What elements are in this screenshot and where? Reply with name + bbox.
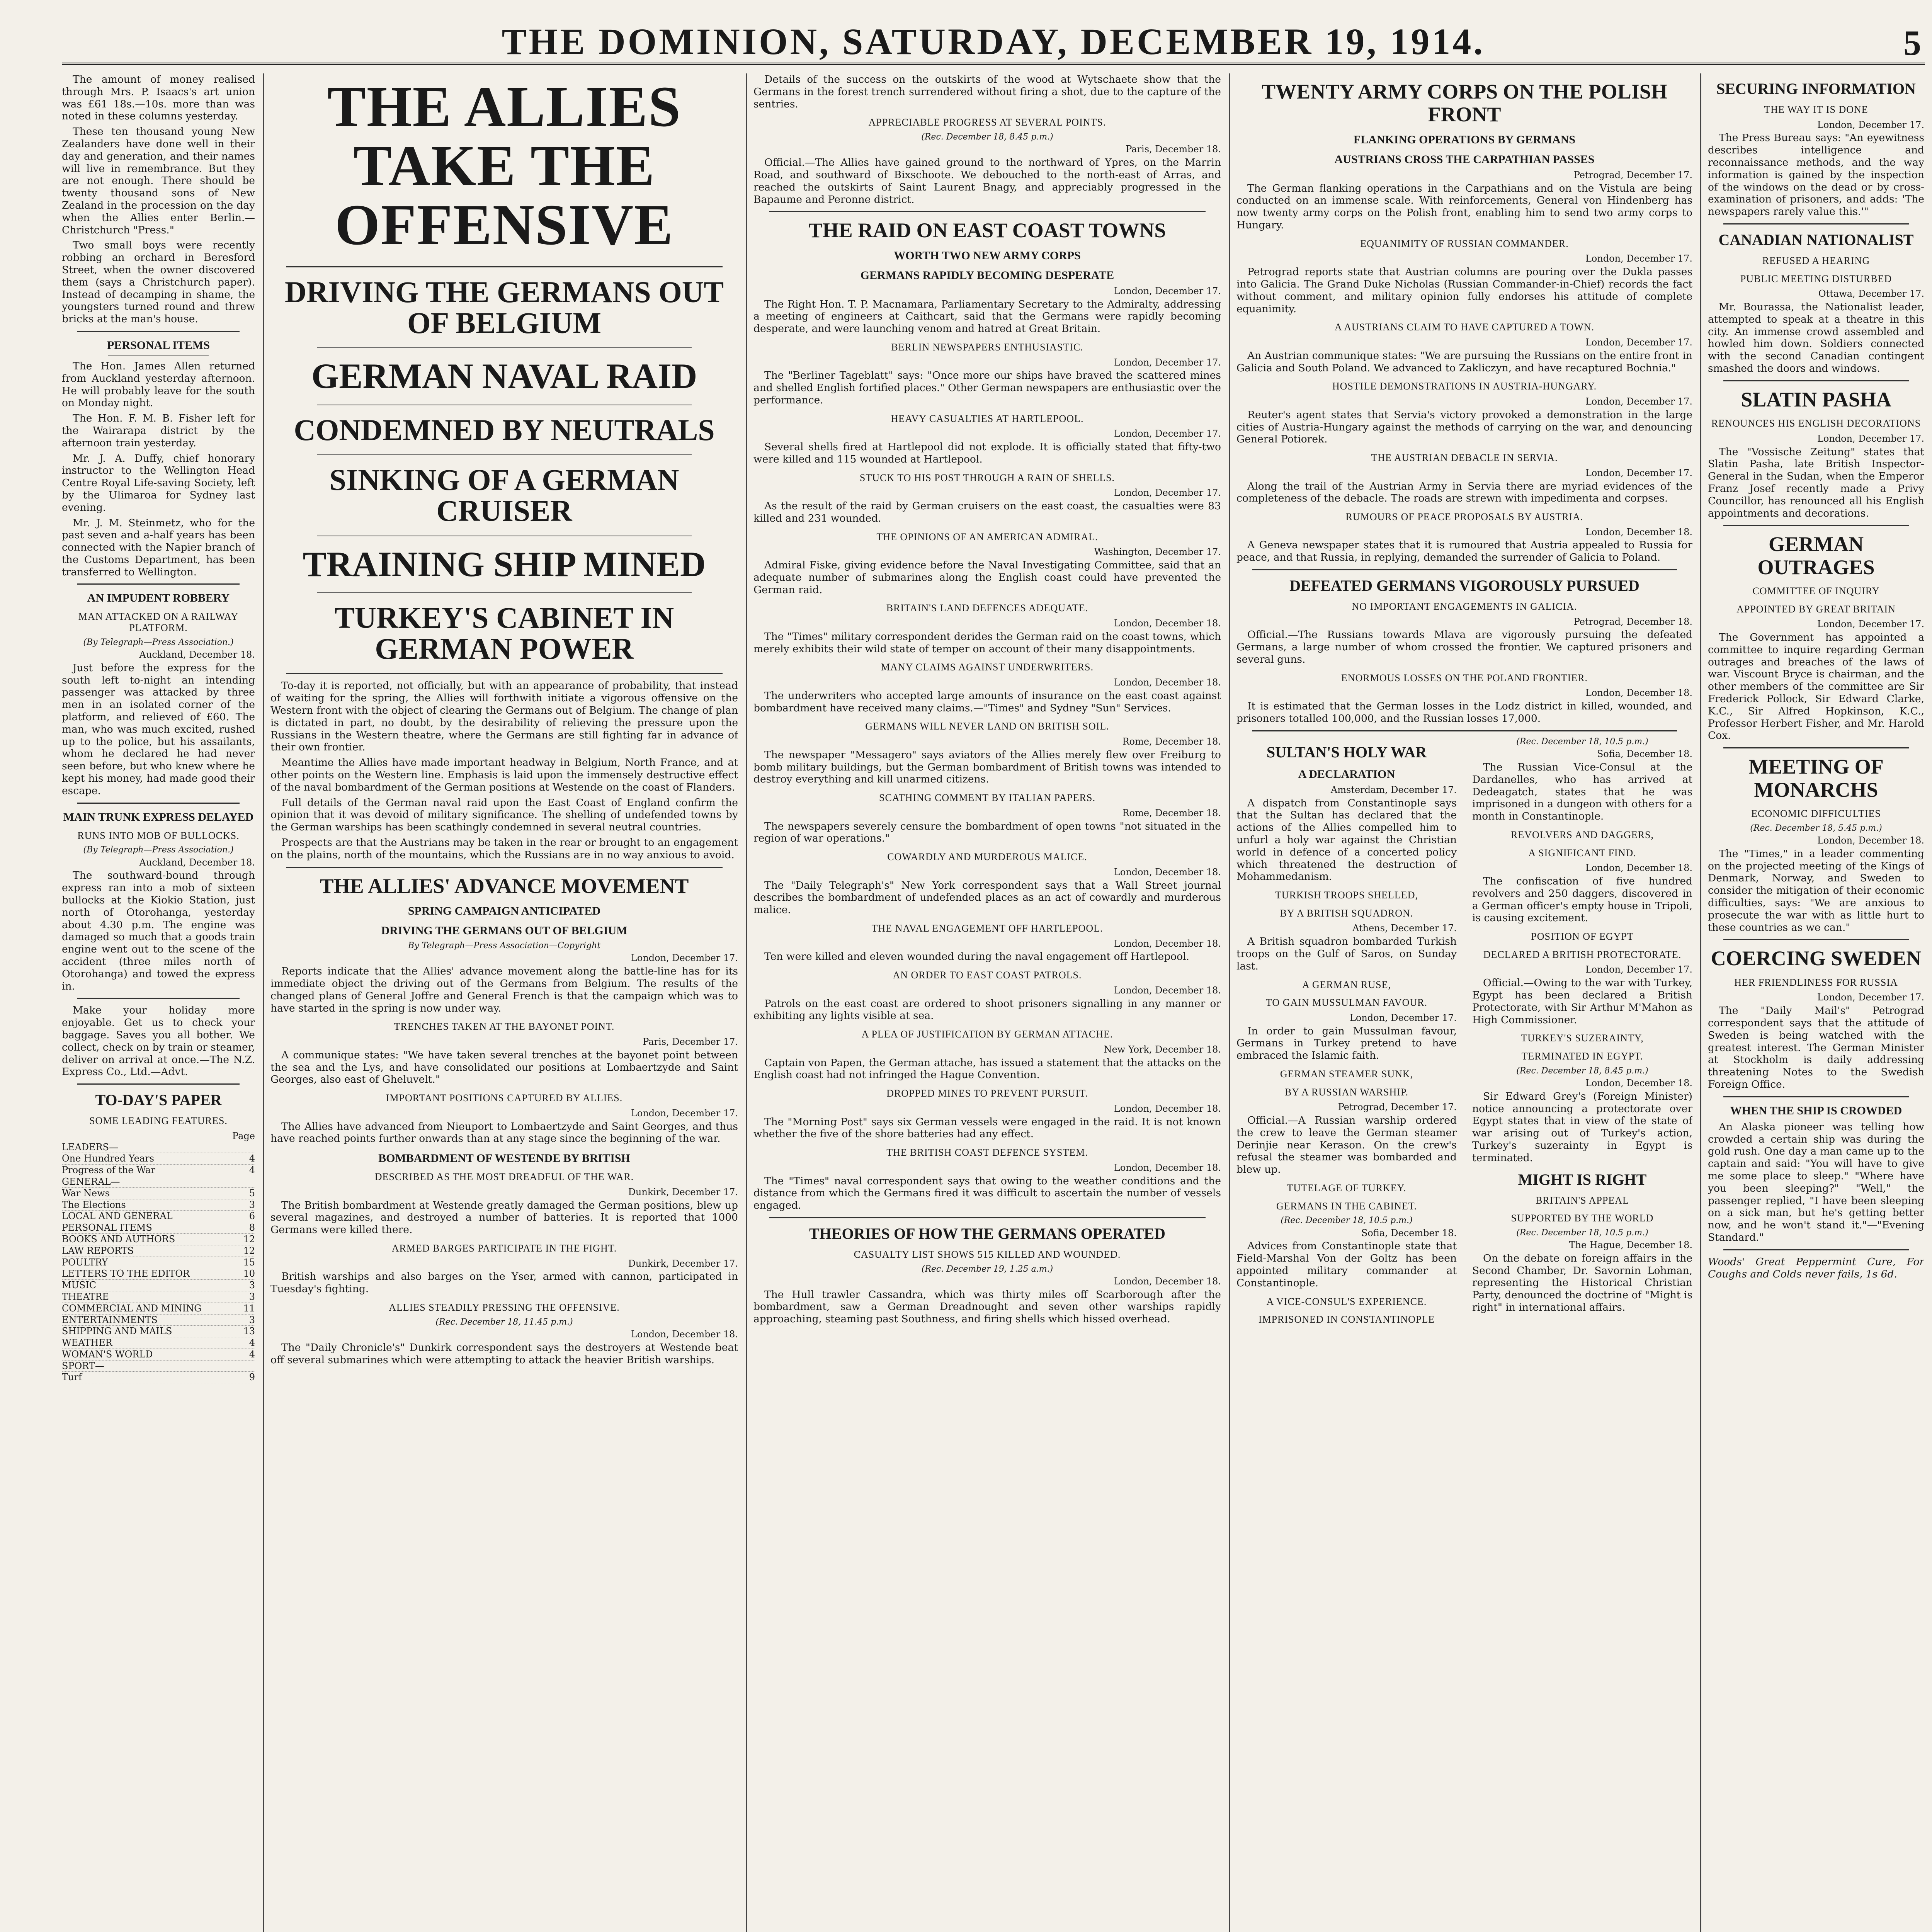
paragraph: Details of the success on the outskirts of the wood at Wytschaete show that the Germans in the forest trench surrendered without firing a shot, due to the capture of the sentries. — [753, 73, 1221, 110]
dateline: Dunkirk, December 17. — [628, 1186, 738, 1197]
dateline: London, December 17. — [1817, 619, 1924, 630]
headline-ship-crowded: WHEN THE SHIP IS CROWDED — [1730, 1104, 1902, 1117]
dateline: Auckland, December 18. — [139, 649, 255, 660]
list-item: SPORT— — [62, 1361, 255, 1372]
news-item — [753, 473, 1221, 525]
column-4 — [1236, 73, 1692, 1932]
subhead: DROPPED MINES TO PREVENT PURSUIT. — [886, 1088, 1088, 1099]
subhead: BOMBARDMENT OF WESTENDE BY BRITISH — [378, 1152, 630, 1165]
subhead: STUCK TO HIS POST THROUGH A RAIN OF SHELLS. — [859, 472, 1115, 483]
credit-line: (By Telegraph—Press Association.) — [83, 845, 234, 855]
news-item — [753, 721, 1221, 786]
subhead: BRITAIN'S LAND DEFENCES ADEQUATE. — [886, 602, 1088, 614]
paragraph: The Hull trawler Cassandra, which was thirty miles off Scarborough after the bombardment, saw a German Dreadnought and seven other warships rapidly approaching, steaming past Southness, and firing shells which hissed overhead. — [753, 1288, 1221, 1325]
dateline: London, December 18. — [1585, 862, 1692, 874]
dateline: London, December 18. — [1114, 938, 1221, 949]
headline-german-outrages: GERMAN OUTRAGES — [1757, 532, 1875, 579]
paragraph: The amount of money realised through Mrs. P. Isaacs's art union was £61 18s.—10s. more than was noted in these columns yesterday. — [62, 73, 255, 122]
subhead: MAN ATTACKED ON A RAILWAY PLATFORM. — [78, 611, 239, 634]
news-item — [753, 342, 1221, 406]
column-rule — [1229, 73, 1230, 1932]
dateline: London, December 17. — [1585, 396, 1692, 407]
subhead: CASUALTY LIST SHOWS 515 KILLED AND WOUNDED. — [854, 1248, 1121, 1260]
paragraph: Two small boys were recently robbing an orchard in Beresford Street, when the owner discovered them (says a Christchurch paper). Instead of decamping in shame, the youngsters turned round and threw bricks at the man's house. — [62, 239, 255, 325]
headline-robbery: AN IMPUDENT ROBBERY — [87, 592, 230, 605]
list-item: SHIPPING AND MAILS 13 — [62, 1326, 255, 1337]
dateline: London, December 18. — [1114, 866, 1221, 878]
subhead: TURKEY'S SUZERAINTY, — [1521, 1032, 1644, 1044]
subhead: GERMANS IN THE CABINET. — [1276, 1200, 1417, 1212]
paragraph: The "Morning Post" says six German vessels were engaged in the raid. It is not known whether the five of the shore batteries had any effect. — [753, 1116, 1221, 1140]
dateline: London, December 18. — [1114, 618, 1221, 629]
subhead: AN ORDER TO EAST COAST PATROLS. — [893, 969, 1082, 981]
column-rule — [1700, 73, 1701, 1932]
news-item — [753, 1088, 1221, 1140]
page-number: 5 — [1903, 23, 1921, 63]
list-item: Progress of the War 4 — [62, 1165, 255, 1176]
dateline: London, December 17. — [1585, 337, 1692, 348]
paragraph: The Allies have advanced from Nieuport to Lombaertzyde and Saint Georges, and thus have reached points further onwards than at any stage since the beginning of the war. — [270, 1120, 738, 1145]
list-item: POULTRY 15 — [62, 1257, 255, 1268]
paragraph: The Hon. F. M. B. Fisher left for the Wairarapa district by the afternoon train yesterday. — [62, 412, 255, 449]
headline-securing-information: SECURING INFORMATION — [1716, 80, 1916, 97]
subhead: A PLEA OF JUSTIFICATION BY GERMAN ATTACHE. — [861, 1029, 1113, 1040]
paragraph: On the debate on foreign affairs in the Second Chamber, Dr. Savornin Lohman, representing the Historical Christian Party, denounced the doctrine of "Might is right" in international affairs. — [1472, 1252, 1692, 1314]
headline-banner: CONDEMNED BY NEUTRALS — [294, 413, 715, 447]
headline-coercing-sweden: COERCING SWEDEN — [1711, 947, 1922, 970]
credit-line: (By Telegraph—Press Association.) — [83, 637, 234, 647]
paragraph: The "Times" naval correspondent says that owing to the weather conditions and the distance from which the Germans fired it was difficult to ascertain the number of vessels engaged. — [753, 1175, 1221, 1212]
subhead: APPOINTED BY GREAT BRITAIN — [1736, 603, 1896, 615]
paragraph: The confiscation of five hundred revolvers and 250 daggers, discovered in a German officer's empty house in Tripoli, is causing excitement. — [1472, 875, 1692, 924]
subhead: APPRECIABLE PROGRESS AT SEVERAL POINTS. — [868, 117, 1106, 128]
headline-personal-items: PERSONAL ITEMS — [107, 338, 210, 352]
subhead: TERMINATED IN EGYPT. — [1521, 1050, 1643, 1062]
paragraph: The "Vossische Zeitung" states that Slatin Pasha, late British Inspector-General in the Sudan, when the Emperor Franz Josef recently made a Privy Councillor, has renounced all his English appointments and decorations. — [1708, 446, 1924, 519]
list-item: LEADERS— — [62, 1142, 255, 1153]
dateline: Petrograd, December 17. — [1573, 169, 1692, 180]
paragraph: Mr. J. M. Steinmetz, who for the past seven and a-half years has been connected with the Napier branch of the Customs Department, has been transferred to Wellington. — [62, 517, 255, 578]
headline-raid: THE RAID ON EAST COAST TOWNS — [808, 219, 1166, 242]
list-item: Turf 9 — [62, 1372, 255, 1383]
dateline: Paris, December 18. — [1126, 144, 1221, 155]
dateline: London, December 18. — [1114, 1162, 1221, 1173]
paragraph: The "Times" military correspondent derides the German raid on the coast towns, which merely exhibits their wild state of temper on account of their many disappointments. — [753, 630, 1221, 655]
subhead: GERMANS WILL NEVER LAND ON BRITISH SOIL. — [865, 721, 1109, 732]
news-item — [753, 970, 1221, 1022]
headline-might-is-right: MIGHT IS RIGHT — [1518, 1170, 1647, 1188]
paragraph: Along the trail of the Austrian Army in Servia there are myriad evidences of the completeness of the debacle. The roads are strewn with impedimenta and corpses. — [1236, 480, 1692, 505]
subhead: BRITAIN'S APPEAL — [1536, 1194, 1629, 1206]
news-item — [753, 1147, 1221, 1212]
column-2 — [270, 73, 738, 1932]
dateline: London, December 17. — [1585, 467, 1692, 478]
column-5 — [1708, 73, 1924, 1932]
news-item — [753, 1029, 1221, 1081]
subhead: A DECLARATION — [1298, 767, 1395, 781]
paragraph: Mr. Bourassa, the Nationalist leader, attempted to speak at a theatre in this city. An immense crowd assembled and howled him down. Soldiers connected with the second Canadian contingent smashed the doors and windows. — [1708, 301, 1924, 374]
dateline: London, December 18. — [1585, 1077, 1692, 1088]
subhead: MANY CLAIMS AGAINST UNDERWRITERS. — [881, 662, 1094, 673]
subhead: A AUSTRIANS CLAIM TO HAVE CAPTURED A TOWN. — [1334, 321, 1595, 333]
subhead: COWARDLY AND MURDEROUS MALICE. — [887, 851, 1087, 863]
subhead: A GERMAN RUSE, — [1302, 979, 1391, 990]
toc-page-label: Page — [232, 1130, 255, 1141]
masthead-title: THE DOMINION, SATURDAY, DECEMBER 19, 1914. — [502, 20, 1485, 62]
news-item — [1236, 322, 1692, 374]
headline-banner: GERMAN NAVAL RAID — [311, 356, 697, 396]
dateline: Petrograd, December 17. — [1338, 1102, 1457, 1113]
headline-advance: THE ALLIES' ADVANCE MOVEMENT — [320, 874, 689, 898]
paragraph: The southward-bound through express ran into a mob of sixteen bullocks at the Kiokio Station, just north of Otorohanga, yesterday about 4.30 p.m. The engine was damaged so much that a goods train engine went out to the scene of the accident (three miles north of Otorohanga) and towed the express in. — [62, 869, 255, 992]
subhead: DECLARED A BRITISH PROTECTORATE. — [1483, 949, 1682, 960]
dateline: London, December 17. — [1817, 433, 1924, 444]
subhead: BY A RUSSIAN WARSHIP. — [1284, 1086, 1409, 1098]
subhead: TUTELAGE OF TURKEY. — [1287, 1182, 1406, 1194]
paragraph: A dispatch from Constantinople says that the Sultan has declared that the actions of the Allies compelled him to unfurl a holy war against the Christian world in defence of a concerted policy which threatened the destruction of Mohammedanism. — [1236, 797, 1457, 883]
paragraph: In order to gain Mussulman favour, Germans in Turkey pretend to have embraced the Islamic faith. — [1236, 1025, 1457, 1062]
paragraph: Sir Edward Grey's (Foreign Minister) notice announcing a protectorate over Egypt states that in view of the state of war arising out of Turkey's action, Turkey's suzerainty in Egypt is terminated. — [1472, 1090, 1692, 1164]
news-item — [1236, 452, 1692, 505]
subhead: ARMED BARGES PARTICIPATE IN THE FIGHT. — [391, 1242, 617, 1254]
headline-polish-front: TWENTY ARMY CORPS ON THE POLISH FRONT — [1262, 80, 1667, 126]
news-item — [753, 413, 1221, 466]
subhead: IMPRISONED IN CONSTANTINOPLE — [1258, 1314, 1435, 1325]
news-item — [753, 603, 1221, 655]
paragraph: The "Times," in a leader commenting on the projected meeting of the Kings of Denmark, Norway, and Sweden to consider the mitigation of their economic difficulties, says: "We are anxious to prosecute the war with as little hurt to these countries as we can." — [1708, 847, 1924, 934]
news-item — [1236, 512, 1692, 564]
paragraph: Ten were killed and eleven wounded during the naval engagement off Hartlepool. — [764, 951, 1189, 963]
paragraph: British warships and also barges on the Yser, armed with cannon, participated in Tuesday's fighting. — [270, 1270, 738, 1295]
dateline: London, December 18. — [631, 1328, 738, 1340]
subhead: THE BRITISH COAST DEFENCE SYSTEM. — [886, 1147, 1088, 1158]
subhead: ALLIES STEADILY PRESSING THE OFFENSIVE. — [389, 1301, 620, 1313]
subhead: PUBLIC MEETING DISTURBED — [1740, 273, 1892, 284]
subhead: REFUSED A HEARING — [1762, 255, 1870, 266]
paragraph: Captain von Papen, the German attache, has issued a statement that the attacks on the English coast had not infringed the Hague Convention. — [753, 1056, 1221, 1081]
news-item — [1236, 381, 1692, 446]
dateline: Paris, December 17. — [643, 1036, 738, 1047]
dateline: London, December 17. — [631, 1107, 738, 1119]
headline-todays-paper: TO-DAY'S PAPER — [95, 1091, 222, 1109]
paragraph: Mr. J. A. Duffy, chief honorary instructor to the Wellington Head Centre Royal Life-saving Society, left by the Ulimaroa for Sydney last evening. — [62, 452, 255, 514]
received-line: (Rec. December 18, 11.45 p.m.) — [435, 1317, 573, 1327]
subhead: BERLIN NEWSPAPERS ENTHUSIASTIC. — [891, 341, 1083, 353]
dateline: London, December 17. — [1114, 487, 1221, 498]
masthead — [62, 20, 1925, 65]
list-item: WEATHER 4 — [62, 1337, 255, 1349]
received-line: (Rec. December 19, 1.25 a.m.) — [921, 1264, 1053, 1274]
list-item: LAW REPORTS 12 — [62, 1245, 255, 1256]
paragraph: Patrols on the east coast are ordered to shoot prisoners signalling in any manner or exhibiting any lights visible at sea. — [753, 997, 1221, 1022]
paragraph: Official.—Owing to the war with Turkey, Egypt has been declared a British Protectorate, with Sir Arthur M'Mahon as High Commissioner. — [1472, 977, 1692, 1026]
subhead: HOSTILE DEMONSTRATIONS IN AUSTRIA-HUNGARY. — [1332, 381, 1597, 392]
headline-holy-war: SULTAN'S HOLY WAR — [1266, 743, 1427, 761]
paragraph: The Government has appointed a committee to inquire regarding German outrages and breaches of the laws of war. Viscount Bryce is chairman, and the other members of the committee are Sir Frederick Pollock, Sir Edward Clarke, K.C., Sir Alfred Hopkinson, K.C., Professor Herbert Fisher, and Mr. Harold Cox. — [1708, 631, 1924, 742]
subhead: GERMAN STEAMER SUNK, — [1280, 1068, 1413, 1080]
paragraph: Just before the express for the south left to-night an intending passenger was attacked by three men in an isolated corner of the platform, and relieved of £60. The man, who was much excited, rushed up to the police, but his assailants, whom he declared he had never seen before, but who knew where he kept his money, had made good their escape. — [62, 662, 255, 797]
dateline: Rome, December 18. — [1122, 807, 1221, 818]
list-item: GENERAL— — [62, 1176, 255, 1188]
news-item — [753, 923, 1221, 963]
lead-paragraph: To-day it is reported, not officially, but with an appearance of probability, that instead of waiting for the spring, the Allies will forthwith initiate a vigorous offensive on the Western front with the object of clearing the Germans out of Belgium. The change of plan is dictated in part, no doubt, by the desirability of relieving the pressure upon the Russians in the Western theatre, where the Germans are still fighting far in advance of their own frontier. — [270, 680, 738, 753]
headline-canadian-nationalist: CANADIAN NATIONALIST — [1718, 231, 1914, 248]
paragraph: A British squadron bombarded Turkish troops on the Gulf of Saros, on Sunday last. — [1236, 935, 1457, 972]
dateline: London, December 18. — [1817, 835, 1924, 846]
column-rule — [746, 73, 747, 1932]
paragraph: Official.—A Russian warship ordered the crew to leave the German steamer Derinjie near Kerason. On the crew's refusal the steamer was bombarded and blew up. — [1236, 1114, 1457, 1176]
subhead: A VICE-CONSUL'S EXPERIENCE. — [1266, 1296, 1427, 1307]
subhead: AUSTRIANS CROSS THE CARPATHIAN PASSES — [1334, 153, 1595, 166]
dateline: Dunkirk, December 17. — [628, 1258, 738, 1269]
news-item — [753, 852, 1221, 916]
received-line: (Rec. December 18, 8.45 p.m.) — [1516, 1066, 1648, 1076]
subhead: TO GAIN MUSSULMAN FAVOUR. — [1266, 997, 1427, 1009]
subhead: ENORMOUS LOSSES ON THE POLAND FRONTIER. — [1341, 672, 1588, 684]
advert-notice: Make your holiday more enjoyable. Get us to check your baggage. Saves you all bother. We collect, check on by train or steamer, deliver on arrival at once.—The N.Z. Express Co., Ltd.—Advt. — [62, 1004, 255, 1078]
dateline: Sofia, December 18. — [1361, 1227, 1457, 1238]
received-line: (Rec. December 18, 10.5 p.m.) — [1516, 736, 1648, 747]
dateline: London, December 17. — [631, 952, 738, 964]
subhead: DRIVING THE GERMANS OUT OF BELGIUM — [381, 924, 628, 937]
paragraph: The "Daily Telegraph's" New York correspondent says that a Wall Street journal describes the bombardment of undefended places as an act of cowardly and murderous malice. — [753, 879, 1221, 916]
subhead: SUPPORTED BY THE WORLD — [1511, 1213, 1654, 1224]
subhead: HEAVY CASUALTIES AT HARTLEPOOL. — [891, 413, 1084, 424]
subhead: HER FRIENDLINESS FOR RUSSIA — [1734, 976, 1898, 988]
news-item — [753, 662, 1221, 714]
dateline: Rome, December 18. — [1122, 736, 1221, 747]
advert-footer: Woods' Great Peppermint Cure, For Coughs and Colds never fails, 1s 6d. — [1708, 1255, 1924, 1280]
paragraph: Petrograd reports state that Austrian columns are pouring over the Dukla passes into Galicia. The Grand Duke Nicholas (Russian Commander-in-Chief) records the fact without comment, and military opinion fully endorses his attitude of complete equanimity. — [1236, 266, 1692, 315]
dateline: London, December 17. — [1114, 428, 1221, 439]
received-line: (Rec. December 18, 10.5 p.m.) — [1516, 1228, 1648, 1238]
dateline: New York, December 18. — [1104, 1044, 1221, 1055]
paragraph: Reuter's agent states that Servia's victory provoked a demonstration in the large cities of Austria-Hungary against the methods of carrying on the war, and denouncing General Potiorek. — [1236, 408, 1692, 446]
headline-express: MAIN TRUNK EXPRESS DELAYED — [63, 810, 254, 823]
subhead: SOME LEADING FEATURES. — [89, 1115, 228, 1127]
main-headline: THE ALLIES TAKE THE OFFENSIVE — [327, 75, 682, 257]
news-items — [1236, 238, 1692, 564]
subhead: WORTH TWO NEW ARMY CORPS — [894, 249, 1081, 262]
paragraph: The "Berliner Tageblatt" says: "Once more our ships have braved the scattered mines and shelled English fortified places." Other German newspapers are enthusiastic over the performance. — [753, 369, 1221, 406]
dateline: London, December 17. — [1349, 1012, 1457, 1023]
paragraph: Admiral Fiske, giving evidence before the Naval Investigating Committee, said that an adequate number of submarines along the English coast could have prevented the German raid. — [753, 559, 1221, 596]
lead-paragraph: Meantime the Allies have made important headway in Belgium, North France, and at other points on the Western line. Emphasis is laid upon the immensely destructive effect of the naval bombardment of the German positions at Westende on the coast of Flanders. — [270, 757, 738, 793]
news-items — [753, 342, 1221, 1212]
list-item: WOMAN'S WORLD 4 — [62, 1349, 255, 1360]
list-item: BOOKS AND AUTHORS 12 — [62, 1233, 255, 1245]
news-item — [753, 532, 1221, 596]
dateline: London, December 17. — [1114, 357, 1221, 368]
dateline: London, December 17. — [1585, 964, 1692, 975]
subhead: THE AUSTRIAN DEBACLE IN SERVIA. — [1371, 452, 1558, 464]
subhead: IMPORTANT POSITIONS CAPTURED BY ALLIES. — [386, 1092, 623, 1104]
column-3 — [753, 73, 1221, 1932]
dateline: London, December 18. — [1114, 1276, 1221, 1287]
received-line: (Rec. December 18, 8.45 p.m.) — [921, 132, 1053, 142]
headline-banner: TURKEY'S CABINET IN GERMAN POWER — [334, 601, 674, 665]
subhead: THE OPINIONS OF AN AMERICAN ADMIRAL. — [876, 531, 1098, 543]
dateline: London, December 18. — [1585, 526, 1692, 537]
paragraph: The Right Hon. T. P. Macnamara, Parliamentary Secretary to the Admiralty, addressing a meeting of engineers at Caithcart, said that the Germans were rapidly becoming desperate, and were launching venom and hatred at Great Britain. — [753, 298, 1221, 335]
paragraph: Official.—The Russians towards Mlava are vigorously pursuing the defeated Germans, a large number of whom crossed the frontier. We captured prisoners and several guns. — [1236, 629, 1692, 666]
paragraph: A communique states: "We have taken several trenches at the bayonet point between the sea and the Lys, and have consolidated our positions at Lombaertzyde and Saint Georges, also east of Gheluvelt." — [270, 1049, 738, 1086]
headline-meeting-of-monarchs: MEETING OF MONARCHS — [1748, 755, 1884, 801]
received-line: (Rec. December 18, 5.45 p.m.) — [1750, 823, 1882, 833]
subhead: A SIGNIFICANT FIND. — [1528, 847, 1636, 859]
dateline: Athens, December 17. — [1352, 923, 1457, 934]
list-item: MUSIC 3 — [62, 1280, 255, 1291]
dateline: Ottawa, December 17. — [1818, 288, 1924, 299]
dateline: The Hague, December 18. — [1569, 1240, 1692, 1251]
list-item: THEATRE 3 — [62, 1291, 255, 1302]
headline-slatin-pasha: SLATIN PASHA — [1741, 388, 1891, 411]
dateline: Petrograd, December 18. — [1573, 616, 1692, 627]
paragraph: Several shells fired at Hartlepool did not explode. It is officially stated that fifty-two were killed and 115 wounded at Hartlepool. — [753, 441, 1221, 465]
subhead: TURKISH TROOPS SHELLED, — [1275, 889, 1418, 901]
subhead: RUNS INTO MOB OF BULLOCKS. — [77, 830, 240, 841]
headline-defeated-germans: DEFEATED GERMANS VIGOROUSLY PURSUED — [1289, 577, 1639, 595]
dateline: London, December 18. — [1114, 677, 1221, 688]
list-item: ENTERTAINMENTS 3 — [62, 1314, 255, 1325]
headline-banner: DRIVING THE GERMANS OUT OF BELGIUM — [284, 275, 724, 340]
paragraph: The Press Bureau says: "An eyewitness describes intelligence and reconnaissance methods, and the way information is gained by the inspection of the windows on the dead or by cross-examination of prisoners, and adds: 'The newspapers rarely value this.'" — [1708, 132, 1924, 218]
subhead: SCATHING COMMENT BY ITALIAN PAPERS. — [879, 792, 1095, 804]
two-column-block — [1236, 737, 1692, 1325]
dateline: Sofia, December 18. — [1597, 748, 1692, 760]
subhead: RUMOURS OF PEACE PROPOSALS BY AUSTRIA. — [1345, 511, 1583, 523]
list-item: The Elections 3 — [62, 1199, 255, 1210]
subhead: RENOUNCES HIS ENGLISH DECORATIONS — [1711, 418, 1921, 429]
paragraph: Official.—The Allies have gained ground to the northward of Ypres, on the Marrin Road, and southward of Bixschoote. We debouched to the north-east of Arras, and reached the outskirts of Saint Laurent Bnagy, and appreciably progressed in the Bapaume and Peronne district. — [753, 156, 1221, 206]
paragraph: Reports indicate that the Allies' advance movement along the battle-line has for its immediate object the driving out of the Germans from Belgium. The results of the changed plans of General Joffre and General French is that the campaign which was to have started in the spring is now under way. — [270, 965, 738, 1014]
headline-banner: SINKING OF A GERMAN CRUISER — [329, 463, 679, 528]
news-item — [1236, 238, 1692, 315]
list-item: LETTERS TO THE EDITOR 10 — [62, 1268, 255, 1279]
subhead: NO IMPORTANT ENGAGEMENTS IN GALICIA. — [1352, 601, 1577, 612]
paragraph: The German flanking operations in the Carpathians and on the Vistula are being conducted on an immense scale. With reinforcements, General von Hindenberg has now twenty army corps on the Polish front, enabling him to send two army corps to Hungary. — [1236, 182, 1692, 231]
list-item: PERSONAL ITEMS 8 — [62, 1222, 255, 1233]
dateline: London, December 18. — [1114, 1103, 1221, 1114]
paragraph: These ten thousand young New Zealanders have done well in their day and generation, and their names will live in remembrance. But they are not enough. There should be twenty thousand sons of New Zealand in the procession on the day when the Allies enter Berlin.—Christchurch "Press." — [62, 126, 255, 236]
subhead: FLANKING OPERATIONS BY GERMANS — [1353, 133, 1576, 146]
subhead: GERMANS RAPIDLY BECOMING DESPERATE — [860, 269, 1114, 282]
column-1 — [62, 73, 255, 1932]
subhead: SPRING CAMPAIGN ANTICIPATED — [408, 905, 601, 918]
dateline: London, December 17. — [1114, 285, 1221, 296]
column-rule — [263, 73, 264, 1932]
paragraph: The newspaper "Messagero" says aviators of the Allies merely flew over Freiburg to bomb military buildings, but the German bombardment of British towns was intended to destroy everything and kill unarmed citizens. — [753, 748, 1221, 786]
subhead: COMMITTEE OF INQUIRY — [1752, 585, 1880, 597]
list-item: War News 5 — [62, 1187, 255, 1199]
subhead: TRENCHES TAKEN AT THE BAYONET POINT. — [394, 1021, 615, 1032]
dateline: London, December 17. — [1817, 119, 1924, 130]
paragraph: As the result of the raid by German cruisers on the east coast, the casualties were 83 killed and 231 wounded. — [753, 500, 1221, 524]
dateline: London, December 18. — [1114, 985, 1221, 996]
dateline: London, December 17. — [1817, 992, 1924, 1003]
paragraph: The newspapers severely censure the bombardment of open towns "not situated in the region of war operations." — [753, 820, 1221, 845]
dateline: Washington, December 17. — [1094, 546, 1221, 558]
paragraph: An Alaska pioneer was telling how crowded a certain ship was during the gold rush. One day a man came up to the captain and said: "You will have to give me some place to sleep." "Where have you been sleeping?" "Well," the passenger replied, "I have been sleeping on a sick man, but he's getting better now, and he won't stand it."—"Evening Standard." — [1708, 1121, 1924, 1243]
subhead: THE NAVAL ENGAGEMENT OFF HARTLEPOOL. — [871, 922, 1103, 934]
subhead: ECONOMIC DIFFICULTIES — [1751, 808, 1881, 820]
subhead: REVOLVERS AND DAGGERS, — [1511, 829, 1654, 841]
table-of-contents — [62, 1131, 255, 1384]
credit-line: By Telegraph—Press Association—Copyright — [408, 941, 601, 951]
paragraph: The "Daily Chronicle's" Dunkirk correspondent says the destroyers at Westende beat off several submarines which were attempting to attack the heavier British warships. — [270, 1341, 738, 1366]
paragraph: The British bombardment at Westende greatly damaged the German positions, blew up several magazines, and destroyed a number of batteries. It is reported that 1000 Germans were killed there. — [270, 1199, 738, 1236]
lead-paragraph: Prospects are that the Austrians may be taken in the rear or brought to an engagement on the plains, north of the mountains, which the Russians are in no way anxious to avoid. — [270, 837, 738, 861]
paragraph: The Russian Vice-Consul at the Dardanelles, who has arrived at Dedeagatch, states that he was imprisoned in a dungeon with others for a month in Constantinople. — [1472, 761, 1692, 823]
list-item: LOCAL AND GENERAL 6 — [62, 1211, 255, 1222]
paragraph: It is estimated that the German losses in the Lodz district in killed, wounded, and prisoners totalled 100,000, and the Russian losses 17,000. — [1236, 700, 1692, 725]
subhead: POSITION OF EGYPT — [1531, 931, 1634, 942]
headline-theories: THEORIES OF HOW THE GERMANS OPERATED — [809, 1225, 1165, 1242]
subhead: DESCRIBED AS THE MOST DREADFUL OF THE WAR. — [374, 1171, 634, 1183]
list-item: One Hundred Years 4 — [62, 1153, 255, 1164]
dateline: London, December 18. — [1585, 687, 1692, 699]
paragraph: The Hon. James Allen returned from Auckland yesterday afternoon. He will probably leave for the south on Monday night. — [62, 360, 255, 409]
dateline: Amsterdam, December 17. — [1330, 784, 1457, 795]
dateline: London, December 17. — [1585, 253, 1692, 264]
paragraph: A Geneva newspaper states that it is rumoured that Austria appealed to Russia for peace, and that Russia, in replying, demanded the surrender of Galicia to Poland. — [1236, 539, 1692, 564]
paragraph: An Austrian communique states: "We are pursuing the Russians on the entire front in Galicia and South Poland. We advanced to Zakliczyn, and have recaptured Bochnia." — [1236, 349, 1692, 374]
paragraph: Advices from Constantinople state that Field-Marshal Von der Goltz has been appointed military commander at Constantinople. — [1236, 1240, 1457, 1289]
news-item — [753, 793, 1221, 845]
received-line: (Rec. December 18, 10.5 p.m.) — [1281, 1216, 1413, 1226]
subhead: BY A BRITISH SQUADRON. — [1280, 907, 1413, 919]
lead-paragraph: Full details of the German naval raid upon the East Coast of England confirm the opinion that it was devoid of military significance. The shelling of undefended towns by the German warships has been scathingly condemned in several neutral countries. — [270, 796, 738, 833]
paragraph: The underwriters who accepted large amounts of insurance on the east coast against bombardment have received many claims.—"Times" and Sydney "Sun" Services. — [753, 689, 1221, 714]
subhead: THE WAY IT IS DONE — [1764, 104, 1868, 115]
dateline: Auckland, December 18. — [139, 857, 255, 868]
list-item: COMMERCIAL AND MINING 11 — [62, 1303, 255, 1314]
paragraph: The "Daily Mail's" Petrograd correspondent says that the attitude of Sweden is being watched with the greatest interest. The German Minister at Stockholm is daily addressing threatening Notes to the Swedish Foreign Office. — [1708, 1005, 1924, 1090]
subhead: EQUANIMITY OF RUSSIAN COMMANDER. — [1360, 238, 1569, 249]
headline-banner: TRAINING SHIP MINED — [303, 544, 706, 584]
